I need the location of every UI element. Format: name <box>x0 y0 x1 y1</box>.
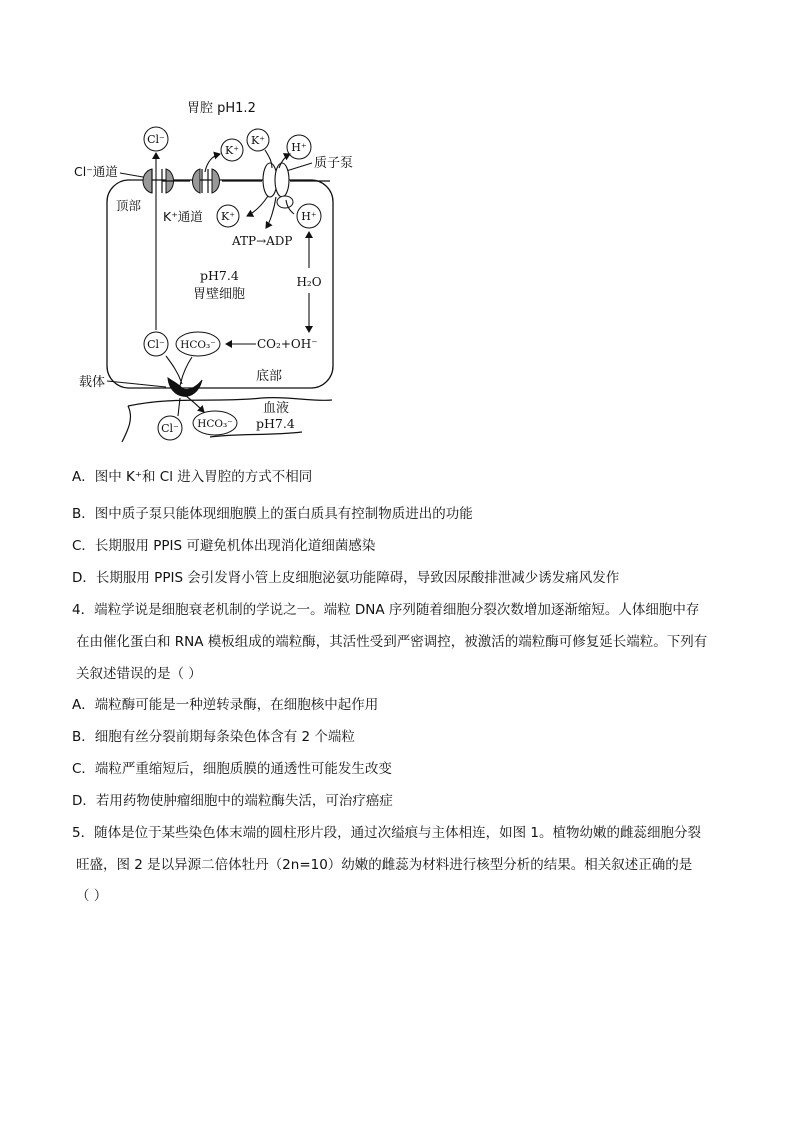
atp-adp-label: ATP→ADP <box>232 234 293 248</box>
ion-cl-blood <box>158 416 182 440</box>
k-channel-label: K⁺通道 <box>163 209 203 224</box>
ion-cl-lumen <box>144 127 168 151</box>
carrier-label: 载体 <box>79 375 106 390</box>
ion-h-lumen <box>287 135 311 159</box>
svg-text:H⁺: H⁺ <box>301 210 317 223</box>
ion-hco3-cell <box>176 332 220 356</box>
gastric-parietal-cell-diagram <box>0 0 794 460</box>
q4-option-b: B．细胞有丝分裂前期每条染色体含有 2 个端粒 <box>72 729 355 745</box>
q3-option-b: B．图中质子泵只能体现细胞膜上的蛋白质具有控制物质进出的功能 <box>72 506 473 522</box>
q5-stem-line-3: （ ） <box>76 888 108 904</box>
q3-option-c: C．长期服用 PPIS 可避免机体出现消化道细菌感染 <box>72 538 376 554</box>
base-label: 底部 <box>256 369 283 384</box>
q5-stem-line-2: 旺盛，图 2 是以异源二倍体牡丹（2n=10）幼嫩的雌蕊为材料进行核型分析的结果。相关叙述正确的是 <box>76 857 693 873</box>
ion-cl-cell <box>144 332 168 356</box>
q3-option-a: A．图中 K⁺和 Cl 进入胃腔的方式不相同 <box>72 469 313 485</box>
proton-pump-label: 质子泵 <box>314 156 354 171</box>
water-label: H₂O <box>296 275 322 289</box>
ion-k-lumen-2 <box>247 129 269 151</box>
q4-stem-line-3: 关叙述错误的是（ ） <box>76 666 202 682</box>
cl-channel-label: Cl⁻通道 <box>74 164 118 179</box>
k-channel-left-icon <box>162 169 202 193</box>
q4-stem-line-1: 4．端粒学说是细胞衰老机制的学说之一。端粒 DNA 序列随着细胞分裂次数增加逐渐缩短。人体细胞中存 <box>72 602 700 618</box>
q5-stem-line-1: 5．随体是位于某些染色体末端的圆柱形片段，通过次缢痕与主体相连，如图 1。植物幼嫩的雌蕊细胞分裂 <box>72 825 701 841</box>
svg-text:K⁺: K⁺ <box>220 210 236 223</box>
svg-text:Cl⁻: Cl⁻ <box>161 422 179 435</box>
q4-stem-line-2: 在由催化蛋白和 RNA 模板组成的端粒酶，其活性受到严密调控，被激活的端粒酶可修复延长端粒。下列有 <box>76 634 708 650</box>
cl-channel-icon <box>143 169 152 193</box>
ion-h-cell <box>297 204 321 228</box>
svg-text:H⁺: H⁺ <box>291 141 307 154</box>
svg-text:HCO₃⁻: HCO₃⁻ <box>197 418 233 430</box>
carrier-icon <box>168 378 202 396</box>
co2-oh-label: CO₂+OH⁻ <box>257 337 318 351</box>
q4-option-c: C．端粒严重缩短后，细胞质膜的通透性可能发生改变 <box>72 761 392 777</box>
ion-k-cell <box>217 205 239 227</box>
cell-name-label: 胃壁细胞 <box>193 287 246 302</box>
svg-text:Cl⁻: Cl⁻ <box>147 133 165 146</box>
svg-text:K⁺: K⁺ <box>250 134 266 147</box>
blood-vessel <box>128 398 332 406</box>
svg-text:Cl⁻: Cl⁻ <box>147 338 165 351</box>
ion-k-lumen-1 <box>221 139 243 161</box>
cell-ph-label: pH7.4 <box>200 268 239 283</box>
q4-option-a: A．端粒酶可能是一种逆转录酶，在细胞核中起作用 <box>72 697 379 713</box>
ion-hco3-blood <box>193 411 237 435</box>
q3-option-d: D．长期服用 PPIS 会引发肾小管上皮细胞泌氨功能障碍，导致因尿酸排泄减少诱发痛风发作 <box>72 570 620 586</box>
blood-label: 血液 <box>263 401 290 416</box>
apex-label: 顶部 <box>116 198 142 213</box>
svg-text:HCO₃⁻: HCO₃⁻ <box>180 339 216 351</box>
svg-text:K⁺: K⁺ <box>224 144 240 157</box>
stomach-lumen-label: 胃腔 pH1.2 <box>187 101 256 116</box>
k-channel-right-icon <box>208 169 262 193</box>
blood-ph-label: pH7.4 <box>256 416 295 431</box>
q4-option-d: D．若用药物使肿瘤细胞中的端粒酶失活，可治疗癌症 <box>72 793 393 809</box>
